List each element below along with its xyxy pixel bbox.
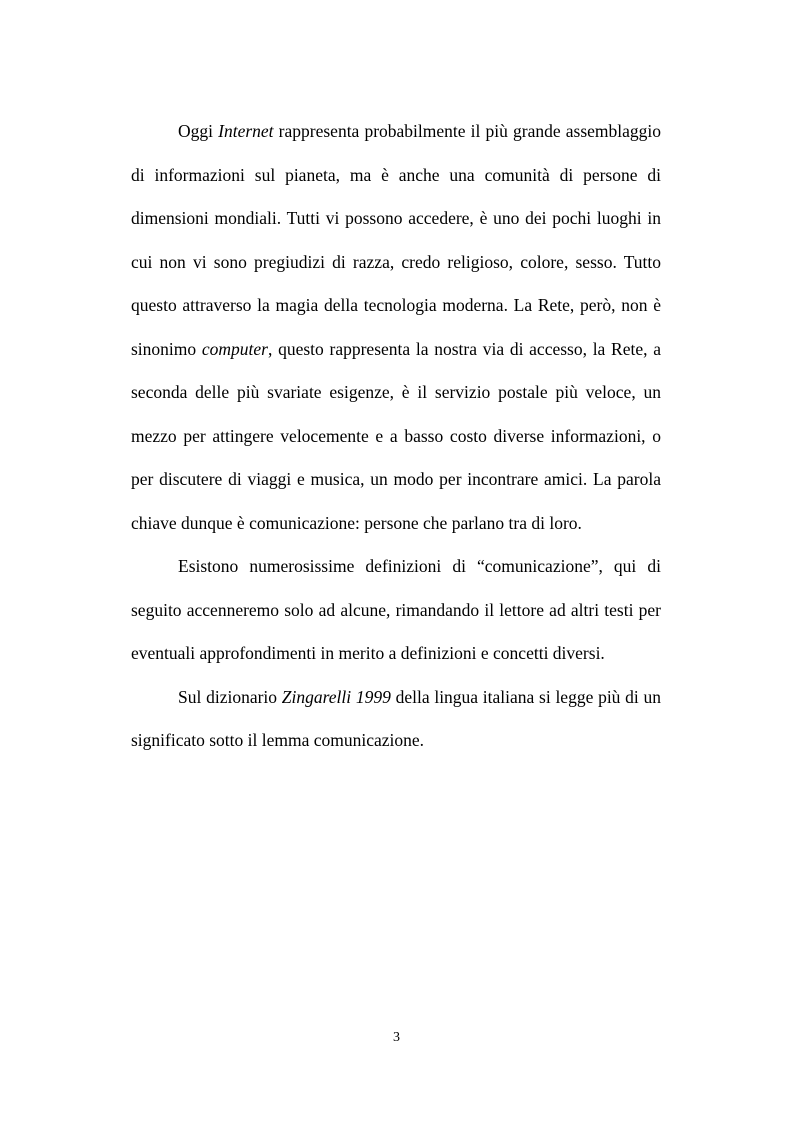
body-text [131, 110, 661, 763]
page-number: 3 [393, 1030, 400, 1045]
term-internet: Internet [218, 121, 274, 141]
paragraph-dizionario-text-a: Sul dizionario [178, 686, 282, 707]
paragraph-dizionario-text-b: della lingua italiana si legge più di un significato sotto il lemma comunicazione. [131, 686, 662, 750]
paragraph-dizionario [131, 676, 661, 763]
paragraph-internet [131, 110, 661, 545]
term-zingarelli: Zingarelli 1999 [281, 686, 391, 707]
paragraph-definizioni [131, 545, 661, 676]
paragraph-internet-text-b: rappresenta probabilmente il più grande assemblaggio di informazioni sul pianeta, ma è anche una comunità di persone di dimensioni mondiali. Tutti vi possono accedere, è uno dei pochi luoghi in cui non vi sono pregiudizi di razza, credo religioso, colore, sesso. Tutto questo attraverso la magia della tecnologia moderna. La Rete, però, non è sinonimo [131, 121, 662, 359]
paragraph-internet-text-a: Oggi [178, 121, 219, 141]
term-computer: computer [201, 338, 268, 359]
paragraph-definizioni-text: Esistono numerosissime definizioni di “comunicazione”, qui di seguito accenneremo solo ad alcune, rimandando il lettore ad altri testi per eventuali approfondimenti in merito a definizioni e concetti diversi. [131, 556, 661, 663]
paragraph-internet-text-c: , questo rappresenta la nostra via di accesso, la Rete, a seconda delle più svariate esigenze, è il servizio postale più veloce, un mezzo per attingere velocemente e a basso costo diverse informazioni, o per discutere di viaggi e musica, un modo per incontrare amici. La parola chiave dunque è comunicazione: persone che parlano tra di loro. [131, 338, 661, 533]
